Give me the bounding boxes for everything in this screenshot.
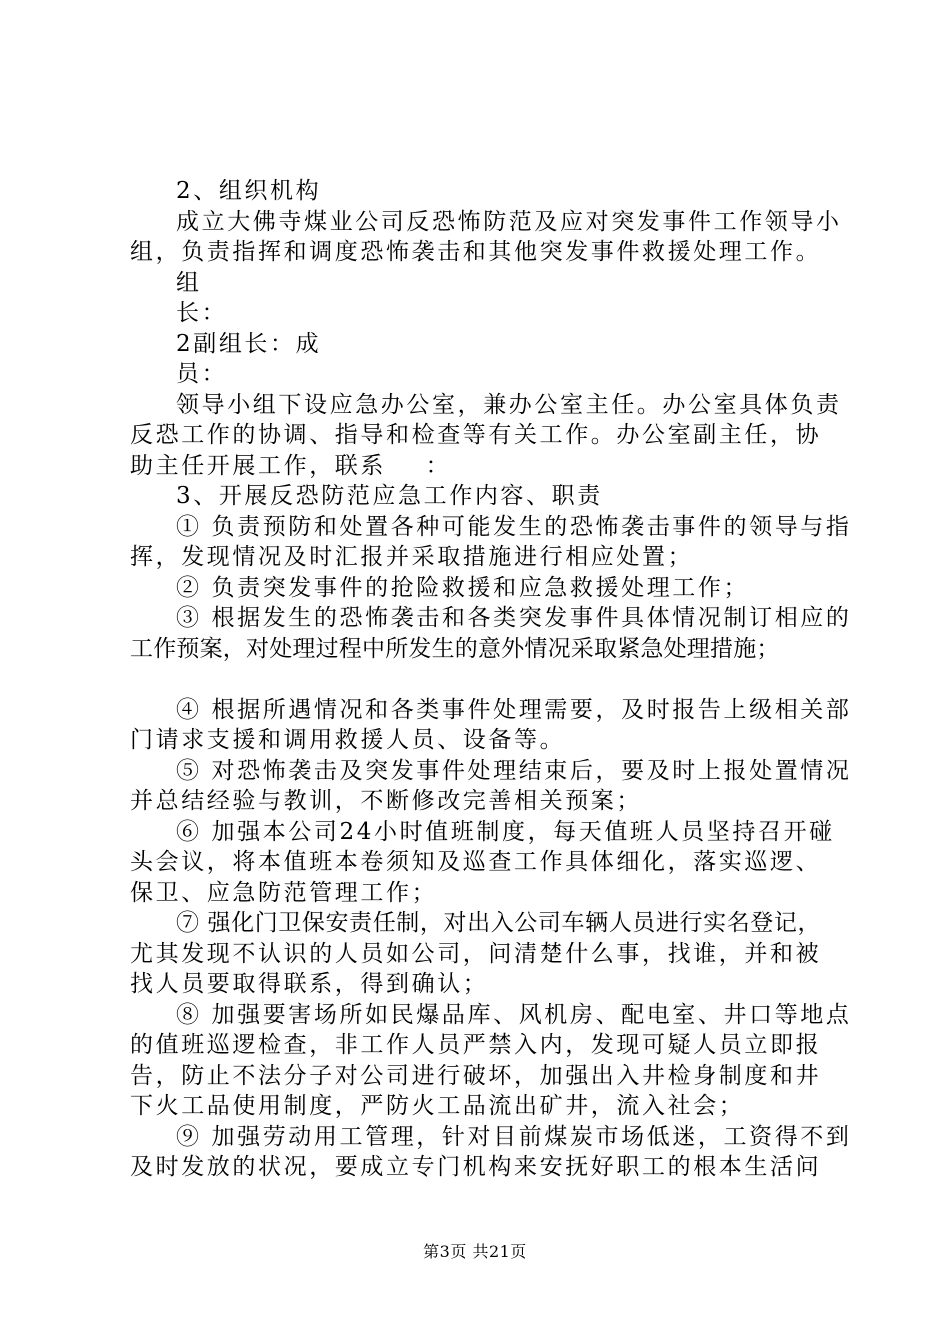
list-item-line: 的值班巡逻检查，非工作人员严禁入内，发现可疑人员立即报 — [130, 1032, 822, 1058]
list-item-line: ⑦ 强化门卫保安责任制，对出入公司车辆人员进行实名登记， — [176, 910, 822, 936]
section-heading-duties: 3、开展反恐防范应急工作内容、职责 — [176, 483, 603, 509]
list-item-line: 挥，发现情况及时汇报并采取措施进行相应处置； — [130, 544, 694, 570]
list-item-line: 下火工品使用制度，严防火工品流出矿井，流入社会； — [130, 1093, 745, 1119]
paragraph-line: 领导小组下设应急办公室，兼办公室主任。办公室具体负责 — [176, 391, 842, 418]
paragraph-line: 成立大佛寺煤业公司反恐怖防范及应对突发事件工作领导小 — [176, 208, 842, 235]
list-item-line: ⑥ 加强本公司24小时值班制度，每天值班人员坚持召开碰 — [176, 818, 835, 845]
list-item-line: 告，防止不法分子对公司进行破坏，加强出入井检身制度和井 — [130, 1062, 822, 1089]
page-number-footer: 第3页 共21页 — [423, 1242, 527, 1261]
list-item-line: 尤其发现不认识的人员如公司，问清楚什么事，找谁，并和被 — [130, 940, 822, 967]
paragraph-line: 助主任开展工作，联系 ： — [130, 452, 452, 479]
paragraph-line: 反恐工作的协调、指导和检查等有关工作。办公室副主任，协 — [130, 422, 822, 448]
list-item-line: 保卫、应急防范管理工作； — [130, 879, 438, 906]
list-item-line: ⑤ 对恐怖袭击及突发事件处理结束后，要及时上报处置情况 — [176, 757, 852, 784]
list-item-line: 门请求支援和调用救援人员、设备等。 — [130, 727, 566, 753]
list-item-line: 及时发放的状况，要成立专门机构来安抚好职工的根本生活问 — [130, 1154, 822, 1180]
list-item-line: ④ 根据所遇情况和各类事件处理需要，及时报告上级相关部 — [176, 696, 852, 723]
paragraph-line: 长： — [176, 300, 228, 326]
list-item-line: 找人员要取得联系，得到确认； — [130, 971, 489, 997]
list-item-line: ⑧ 加强要害场所如民爆品库、风机房、配电室、井口等地点 — [176, 1001, 852, 1028]
list-item-line: ① 负责预防和处置各种可能发生的恐怖袭击事件的领导与指 — [176, 513, 852, 540]
list-item-line: 工作预案，对处理过程中所发生的意外情况采取紧急处理措施； — [130, 635, 780, 662]
paragraph-line: 组 — [176, 269, 202, 296]
list-item-line: ② 负责突发事件的抢险救援和应急救援处理工作； — [176, 574, 750, 601]
paragraph-line: 2副组长：成 — [176, 330, 322, 357]
paragraph-line: 组，负责指挥和调度恐怖袭击和其他突发事件救援处理工作。 — [130, 239, 822, 265]
section-heading-organization: 2、组织机构 — [176, 178, 322, 204]
blank-line — [130, 664, 830, 695]
paragraph-line: 员： — [176, 361, 228, 387]
document-body — [130, 176, 852, 1183]
list-item-line: ③ 根据发生的恐怖袭击和各类突发事件具体情况制订相应的 — [176, 605, 852, 631]
list-item-line: ⑨ 加强劳动用工管理，针对目前煤炭市场低迷，工资得不到 — [176, 1123, 852, 1150]
list-item-line: 并总结经验与教训，不断修改完善相关预案； — [130, 788, 642, 814]
list-item-line: 头会议，将本值班本卷须知及巡查工作具体细化，落实巡逻、 — [130, 849, 822, 875]
